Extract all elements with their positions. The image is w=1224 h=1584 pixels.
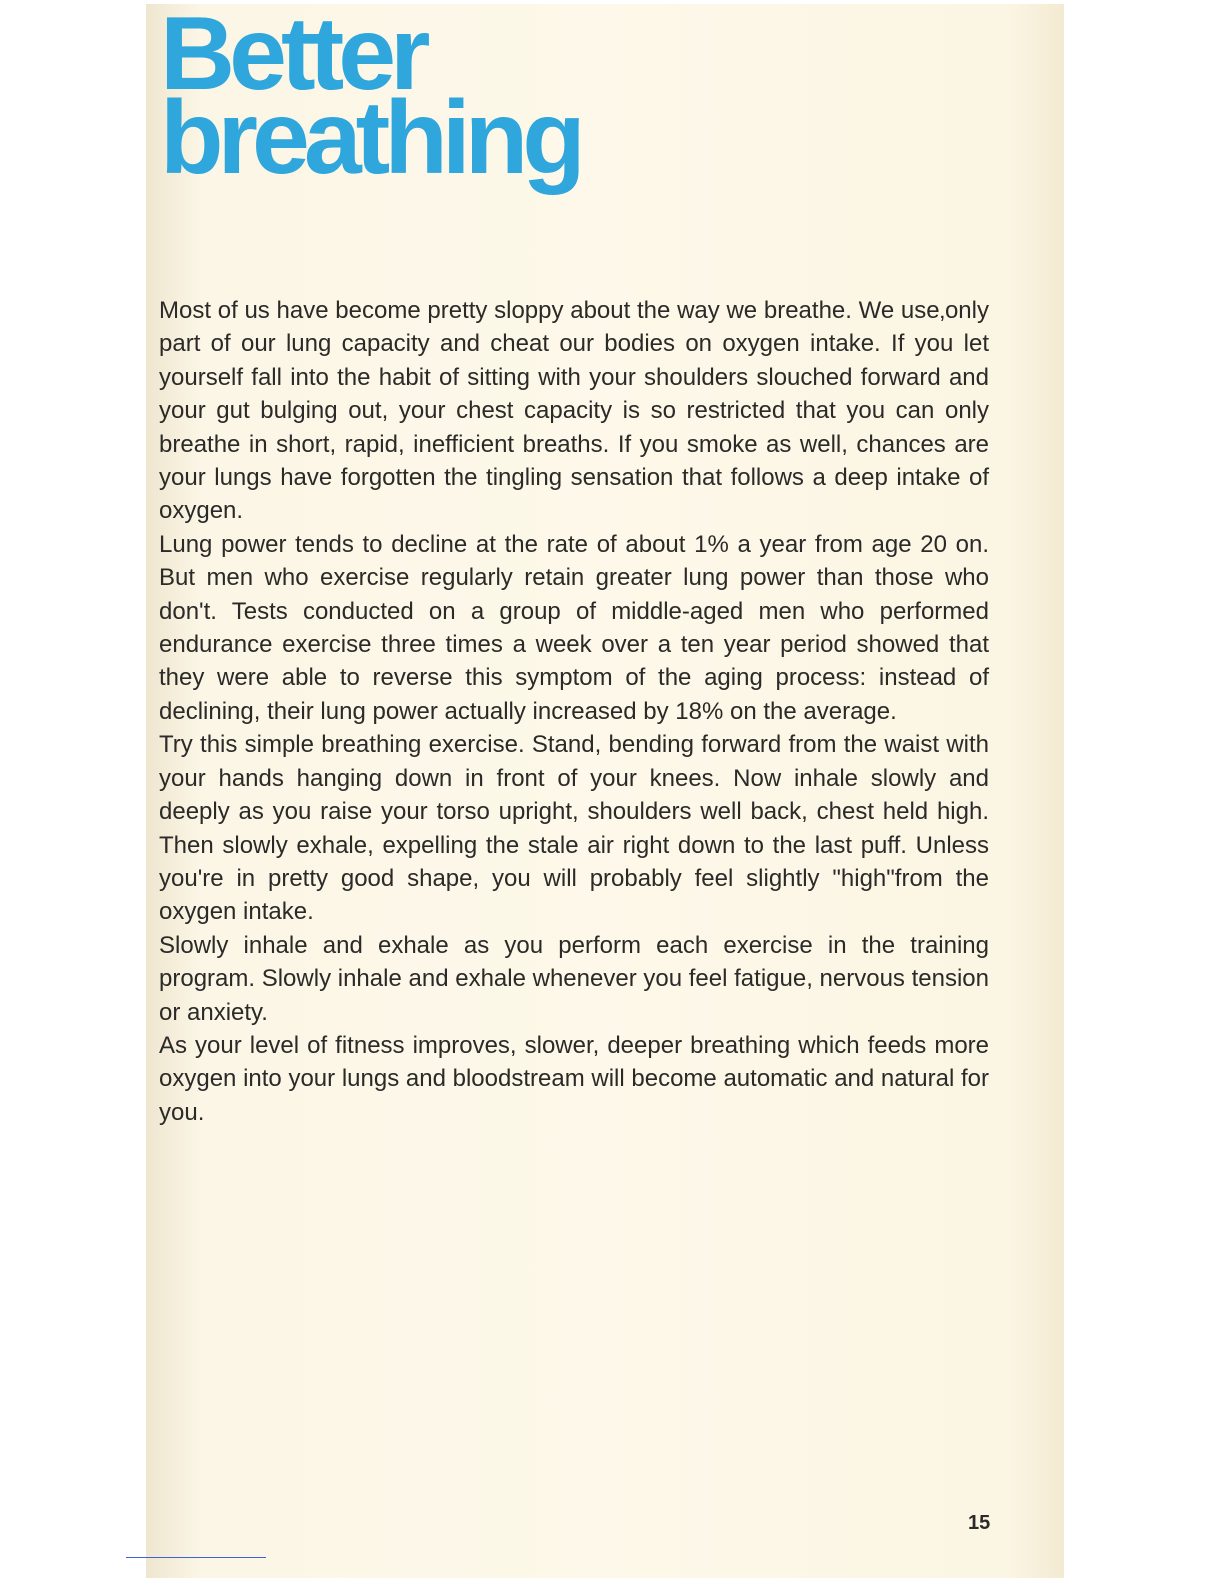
page-number: 15 bbox=[968, 1512, 991, 1534]
paragraph: As your level of fitness improves, slower, deeper breathing which feeds more oxygen into your lungs and bloodstream will become automatic and natural for you. bbox=[159, 1031, 989, 1126]
paragraph: Most of us have become pretty sloppy about the way we breathe. We use‚only part of our lung capacity and cheat our bodies on oxygen intake. If you let yourself fall into the habit of sitting with your shoulders slouched forward and your gut bulging out, your chest capacity is so restricted that you can only breathe in short, rapid, inefficient breaths. If you smoke as well, chances are your lungs have forgotten the tingling sensation that follows a deep intake of oxygen. bbox=[159, 297, 989, 525]
title-line-2: breathing bbox=[160, 80, 580, 196]
body-text bbox=[159, 294, 989, 1129]
book-page bbox=[146, 4, 1064, 1578]
page-title bbox=[160, 4, 580, 196]
divider bbox=[126, 1557, 266, 1558]
paragraph: Try this simple breathing exercise. Stand, bending forward from the waist with your hands hanging down in front of your knees. Now inhale slowly and deeply as you raise your torso upright, shoulders well back, chest held high. Then slowly exhale, expelling the stale air right down to the last puff. Unless you're in pretty good shape, you will probably feel slightly "high"from the oxygen intake. bbox=[159, 731, 989, 926]
title-line-1: Better bbox=[160, 4, 425, 112]
paragraph: Lung power tends to decline at the rate of about 1% a year from age 20 on. But men who exercise regularly retain greater lung power than those who don't. Tests conducted on a group of middle-aged men who performed endurance exercise three times a week over a ten year period showed that they were able to reverse this symptom of the aging process: instead of declining, their lung power actually increased by 18% on the average. bbox=[159, 530, 989, 725]
paragraph: Slowly inhale and exhale as you perform each exercise in the training program. Slowly inhale and exhale whenever you feel fatigue, nervous tension or anxiety. bbox=[159, 931, 989, 1026]
